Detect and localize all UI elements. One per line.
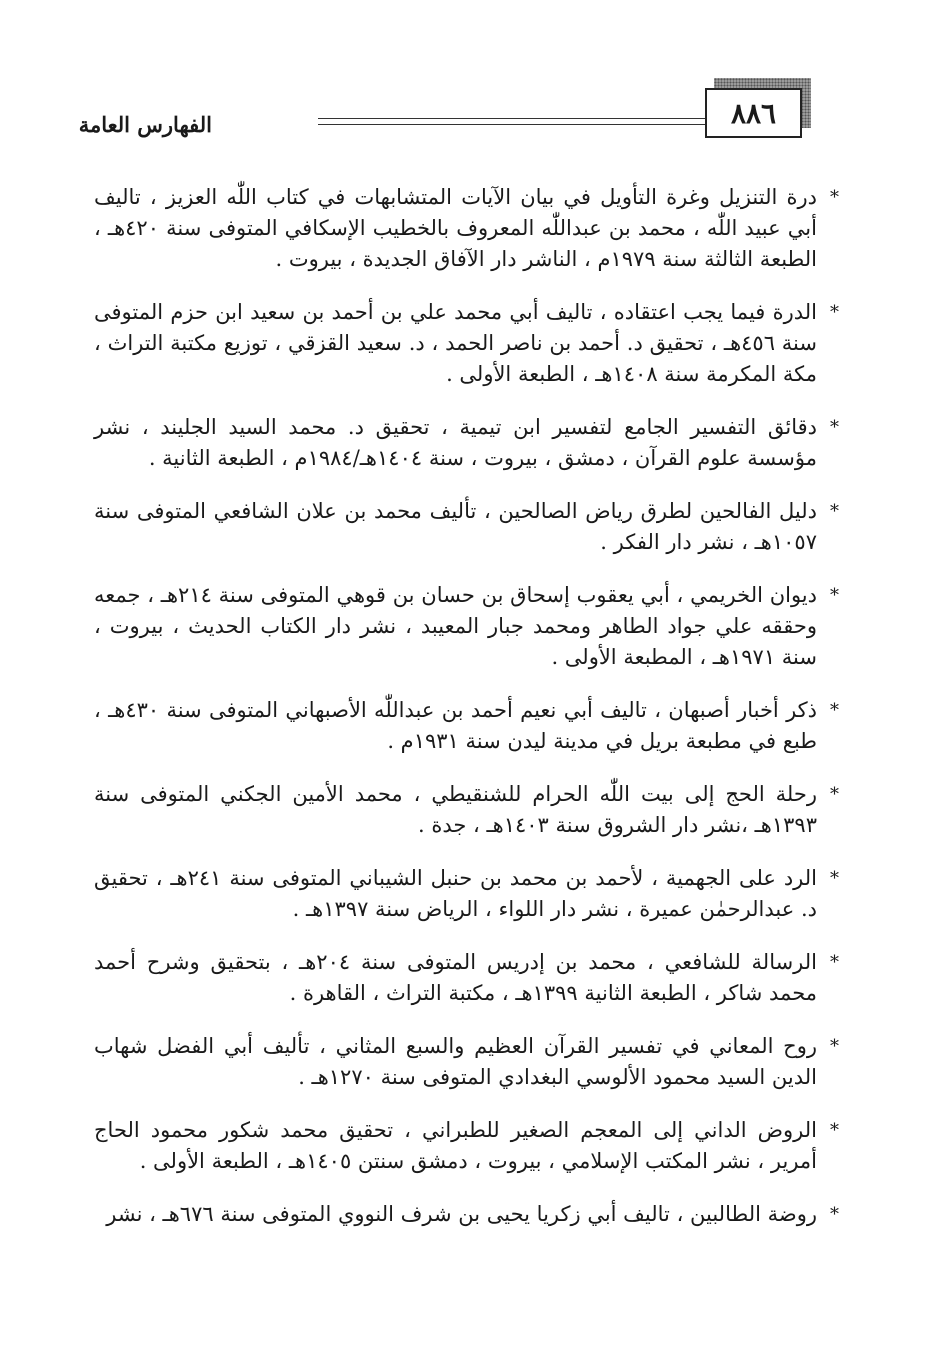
entry-text: ذكر أخبار أصبهان ، تاليف أبي نعيم أحمد بن عبداللّٰه الأصبهاني المتوفى سنة ٤٣٠هـ ، طبع في مطبعة بريل في مدينة ليدن سنة ١٩٣١م . — [94, 698, 817, 753]
entry-text: الرد على الجهمية ، لأحمد بن محمد بن حنبل الشيباني المتوفى سنة ٢٤١هـ ، تحقيق د. عبدالرحمٰن عميرة ، نشر دار اللواء ، الرياض سنة ١٣٩٧هـ . — [94, 866, 818, 921]
bibliography-entry — [94, 412, 839, 474]
section-title: الفهارس العامة — [78, 112, 212, 137]
bibliography-entry — [94, 947, 839, 1009]
entry-text: الرسالة للشافعي ، محمد بن إدريس المتوفى سنة ٢٠٤هـ ، بتحقيق وشرح أحمد محمد شاكر ، الطبعة الثانية ١٣٩٩هـ ، مكتبة التراث ، القاهرة . — [94, 950, 818, 1005]
bibliography-entry — [94, 496, 839, 558]
bibliography-entry — [94, 182, 839, 275]
bullet-icon: * — [830, 1036, 839, 1057]
header-rule — [318, 118, 706, 125]
bullet-icon: * — [830, 585, 839, 606]
bibliography-entry — [94, 1199, 839, 1230]
entry-text: درة التنزيل وغرة التأويل في بيان الآيات المتشابهات في كتاب اللّٰه العزيز ، تاليف أبي عبيد اللّٰه ، محمد بن عبداللّٰه المعروف بالخطيب الإسكافي المتوفى سنة ٤٢٠هـ ، الطبعة الثالثة سنة ١٩٧٩م ، الناشر دار الآفاق الجديدة ، بيروت . — [94, 185, 817, 271]
entry-text: روضة الطالبين ، تاليف أبي زكريا يحيى بن شرف النووي المتوفى سنة ٦٧٦هـ ، نشر — [106, 1202, 817, 1226]
bibliography-list — [94, 182, 839, 1252]
entry-text: دقائق التفسير الجامع لتفسير ابن تيمية ، تحقيق د. محمد السيد الجليند ، نشر مؤسسة علوم القرآن ، دمشق ، بيروت ، سنة ١٤٠٤هـ/١٩٨٤م ، الطبعة الثانية . — [94, 415, 817, 470]
bibliography-entry — [94, 297, 839, 390]
bullet-icon: * — [830, 784, 839, 805]
bibliography-entry — [94, 863, 839, 925]
bibliography-entry — [94, 1031, 839, 1093]
entry-text: الروض الداني إلى المعجم الصغير للطبراني ، تحقيق محمد شكور محمود الحاج أمرير ، نشر المكتب الإسلامي ، بيروت ، دمشق سنتن ١٤٠٥هـ ، الطبعة الأولى . — [94, 1118, 817, 1173]
entry-text: الدرة فيما يجب اعتقاده ، تاليف أبي محمد علي بن أحمد بن سعيد ابن حزم المتوفى سنة ٤٥٦هـ ، تحقيق د. أحمد بن ناصر الحمد ، د. سعيد القزقي ، توزيع مكتبة التراث ، مكة المكرمة سنة ١٤٠٨هـ ، الطبعة الأولى . — [94, 300, 817, 386]
bibliography-entry — [94, 695, 839, 757]
bullet-icon: * — [830, 1204, 839, 1225]
bullet-icon: * — [830, 868, 839, 889]
entry-text: روح المعاني في تفسير القرآن العظيم والسبع المثاني ، تأليف أبي الفضل شهاب الدين السيد محمود الألوسي البغدادي المتوفى سنة ١٢٧٠هـ . — [94, 1034, 817, 1089]
bullet-icon: * — [830, 417, 839, 438]
bibliography-entry — [94, 779, 839, 841]
entry-text: دليل الفالحين لطرق رياض الصالحين ، تأليف محمد بن علان الشافعي المتوفى سنة ١٠٥٧هـ ، نشر دار الفكر . — [94, 499, 817, 554]
bullet-icon: * — [830, 501, 839, 522]
entry-text: رحلة الحج إلى بيت اللّٰه الحرام للشنقيطي ، محمد الأمين الجكني المتوفى سنة ١٣٩٣هـ ،نشر دار الشروق سنة ١٤٠٣هـ ، جدة . — [94, 782, 817, 837]
bullet-icon: * — [830, 952, 839, 973]
bibliography-entry — [94, 1115, 839, 1177]
bullet-icon: * — [830, 302, 839, 323]
bullet-icon: * — [830, 187, 839, 208]
bullet-icon: * — [830, 1120, 839, 1141]
bibliography-entry — [94, 580, 839, 673]
entry-text: ديوان الخريمي ، أبي يعقوب إسحاق بن حسان بن قوهي المتوفى سنة ٢١٤هـ ، جمعه وحققه علي جواد الطاهر ومحمد جبار المعيبد ، نشر دار الكتاب الحديث ، بيروت ، سنة ١٩٧١هـ ، المطبعة الأولى . — [94, 583, 817, 669]
page-number-box — [705, 88, 802, 138]
page-number: ٨٨٦ — [730, 96, 777, 130]
bullet-icon: * — [830, 700, 839, 721]
